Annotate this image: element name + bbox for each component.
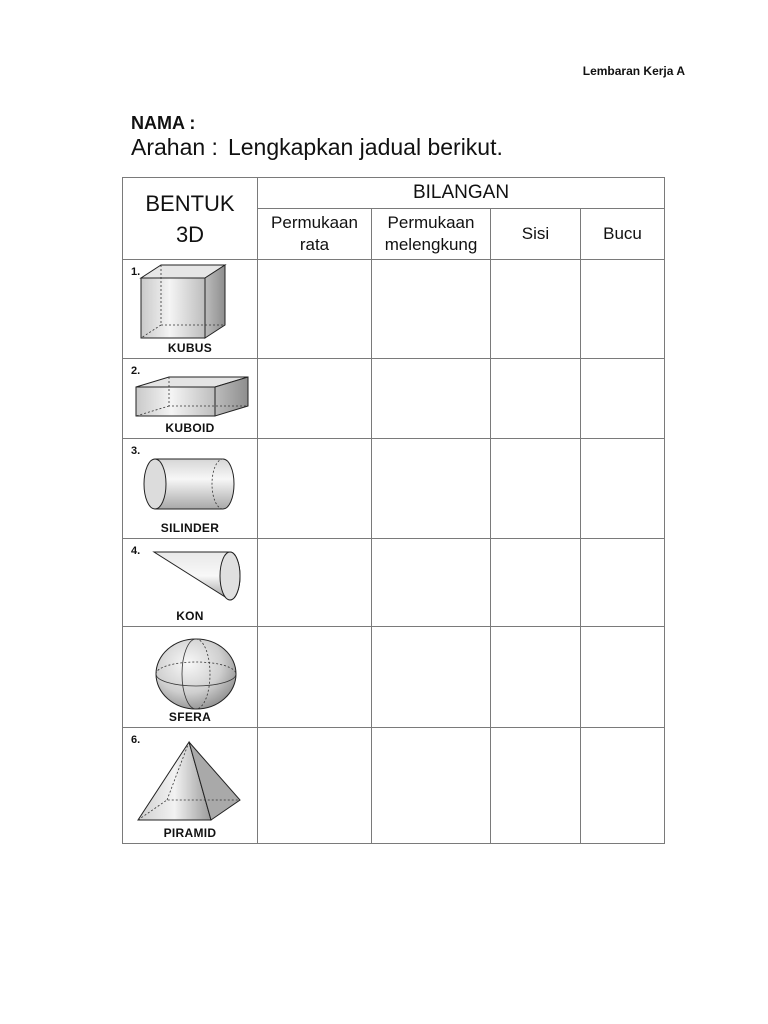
- sphere-icon: [123, 627, 257, 711]
- flat-surface-header: Permukaan rata: [258, 209, 372, 260]
- answer-cell[interactable]: [258, 627, 372, 728]
- cone-icon: [123, 539, 257, 609]
- answer-cell[interactable]: [372, 728, 491, 844]
- answer-cell[interactable]: [581, 627, 665, 728]
- shape-name: SILINDER: [160, 521, 220, 535]
- cube-icon: [123, 260, 257, 340]
- shape-name: SFERA: [168, 710, 212, 724]
- shape-column-header: BENTUK 3D: [123, 178, 258, 260]
- shape-cell: [123, 260, 258, 359]
- shape-cell: [123, 359, 258, 439]
- answer-cell[interactable]: [581, 439, 665, 539]
- answer-cell[interactable]: [258, 439, 372, 539]
- row-number: 2.: [131, 365, 141, 377]
- table-row: [123, 728, 665, 844]
- answer-cell[interactable]: [258, 539, 372, 627]
- count-group-header: BILANGAN: [258, 178, 665, 209]
- answer-cell[interactable]: [372, 359, 491, 439]
- shape-name: PIRAMID: [163, 826, 217, 840]
- cylinder-icon: [123, 439, 257, 519]
- shape-cell: [123, 439, 258, 539]
- answer-cell[interactable]: [581, 539, 665, 627]
- curved-surface-header: Permukaan melengkung: [372, 209, 491, 260]
- cuboid-icon: [123, 359, 257, 419]
- answer-cell[interactable]: [372, 627, 491, 728]
- answer-cell[interactable]: [491, 260, 581, 359]
- shape-properties-table: [122, 177, 665, 844]
- table-row: [123, 260, 665, 359]
- vertices-header: Bucu: [581, 209, 665, 260]
- answer-cell[interactable]: [258, 728, 372, 844]
- table-row: [123, 539, 665, 627]
- answer-cell[interactable]: [372, 539, 491, 627]
- name-label: NAMA :: [131, 113, 196, 133]
- answer-cell[interactable]: [491, 439, 581, 539]
- table-row: [123, 359, 665, 439]
- shape-name: KUBOID: [165, 421, 215, 435]
- shape-name: KON: [176, 609, 204, 623]
- answer-cell[interactable]: [258, 359, 372, 439]
- answer-cell[interactable]: [372, 439, 491, 539]
- shape-cell: [123, 728, 258, 844]
- answer-cell[interactable]: [258, 260, 372, 359]
- answer-cell[interactable]: [581, 359, 665, 439]
- answer-cell[interactable]: [491, 359, 581, 439]
- worksheet-label: Lembaran Kerja A: [582, 64, 685, 78]
- answer-cell[interactable]: [581, 728, 665, 844]
- row-number: 3.: [131, 445, 141, 457]
- answer-cell[interactable]: [491, 728, 581, 844]
- answer-cell[interactable]: [491, 627, 581, 728]
- row-number: 1.: [131, 266, 141, 278]
- shape-cell: [123, 627, 258, 728]
- instruction-text: Lengkapkan jadual berikut.: [227, 134, 503, 160]
- pyramid-icon: [123, 728, 257, 824]
- instruction-line: [131, 134, 503, 161]
- shape-name: KUBUS: [167, 341, 213, 355]
- row-number: 4.: [131, 545, 141, 557]
- table-row: [123, 439, 665, 539]
- answer-cell[interactable]: [581, 260, 665, 359]
- edges-header: Sisi: [491, 209, 581, 260]
- answer-cell[interactable]: [491, 539, 581, 627]
- shape-cell: [123, 539, 258, 627]
- instruction-label: Arahan :: [131, 134, 218, 160]
- row-number: 6.: [131, 734, 141, 746]
- table-row: [123, 627, 665, 728]
- answer-cell[interactable]: [372, 260, 491, 359]
